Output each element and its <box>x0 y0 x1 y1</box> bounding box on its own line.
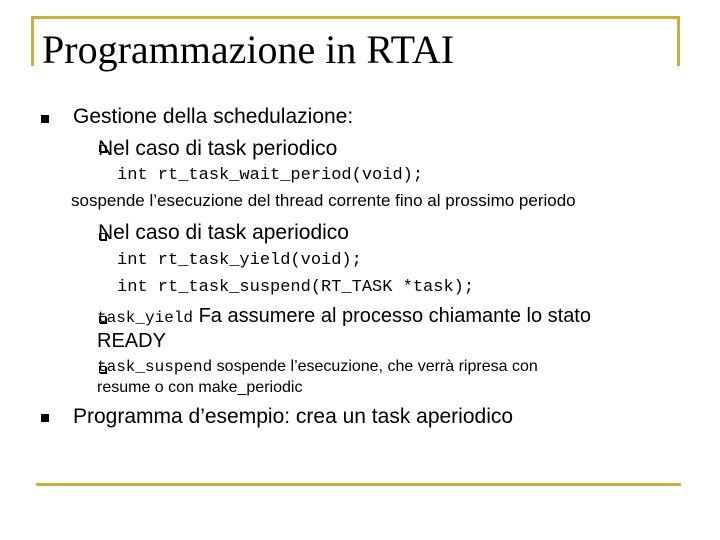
bullet-programma: Programma d’esempio: crea un task aperiodico <box>73 405 514 428</box>
note-periodico: sospende l’esecuzione del thread corrente fino al prossimo periodo <box>71 191 576 210</box>
frame-left-line <box>31 16 34 66</box>
frame-bottom-line <box>36 483 681 486</box>
bullet-gestione: Gestione della schedulazione: <box>73 105 354 128</box>
frame-right-line <box>677 16 680 66</box>
sub-aperiodico: Nel caso di task aperiodico <box>98 221 349 244</box>
square-bullet-icon <box>41 414 49 422</box>
code-task-yield: task_yield <box>97 309 194 327</box>
sub-task-yield-line2: READY <box>97 330 166 352</box>
code-suspend: int rt_task_suspend(RT_TASK *task); <box>117 278 475 297</box>
square-bullet-icon <box>41 115 49 123</box>
sub-periodico: Nel caso di task periodico <box>98 137 338 160</box>
sub-task-suspend-line2: resume o con make_periodic <box>97 379 303 396</box>
code-yield: int rt_task_yield(void); <box>117 251 362 270</box>
frame-top-line <box>31 16 678 19</box>
code-wait-period: int rt_task_wait_period(void); <box>117 166 424 185</box>
sub-task-yield-line1: task_yield Fa assumere al processo chiamante lo stato <box>97 305 591 327</box>
sub-task-suspend-line1: task_suspend sospende l’esecuzione, che verrà ripresa con <box>97 358 538 376</box>
slide-title: Programmazione in RTAI <box>42 27 455 72</box>
code-task-suspend: task_suspend <box>97 358 213 376</box>
